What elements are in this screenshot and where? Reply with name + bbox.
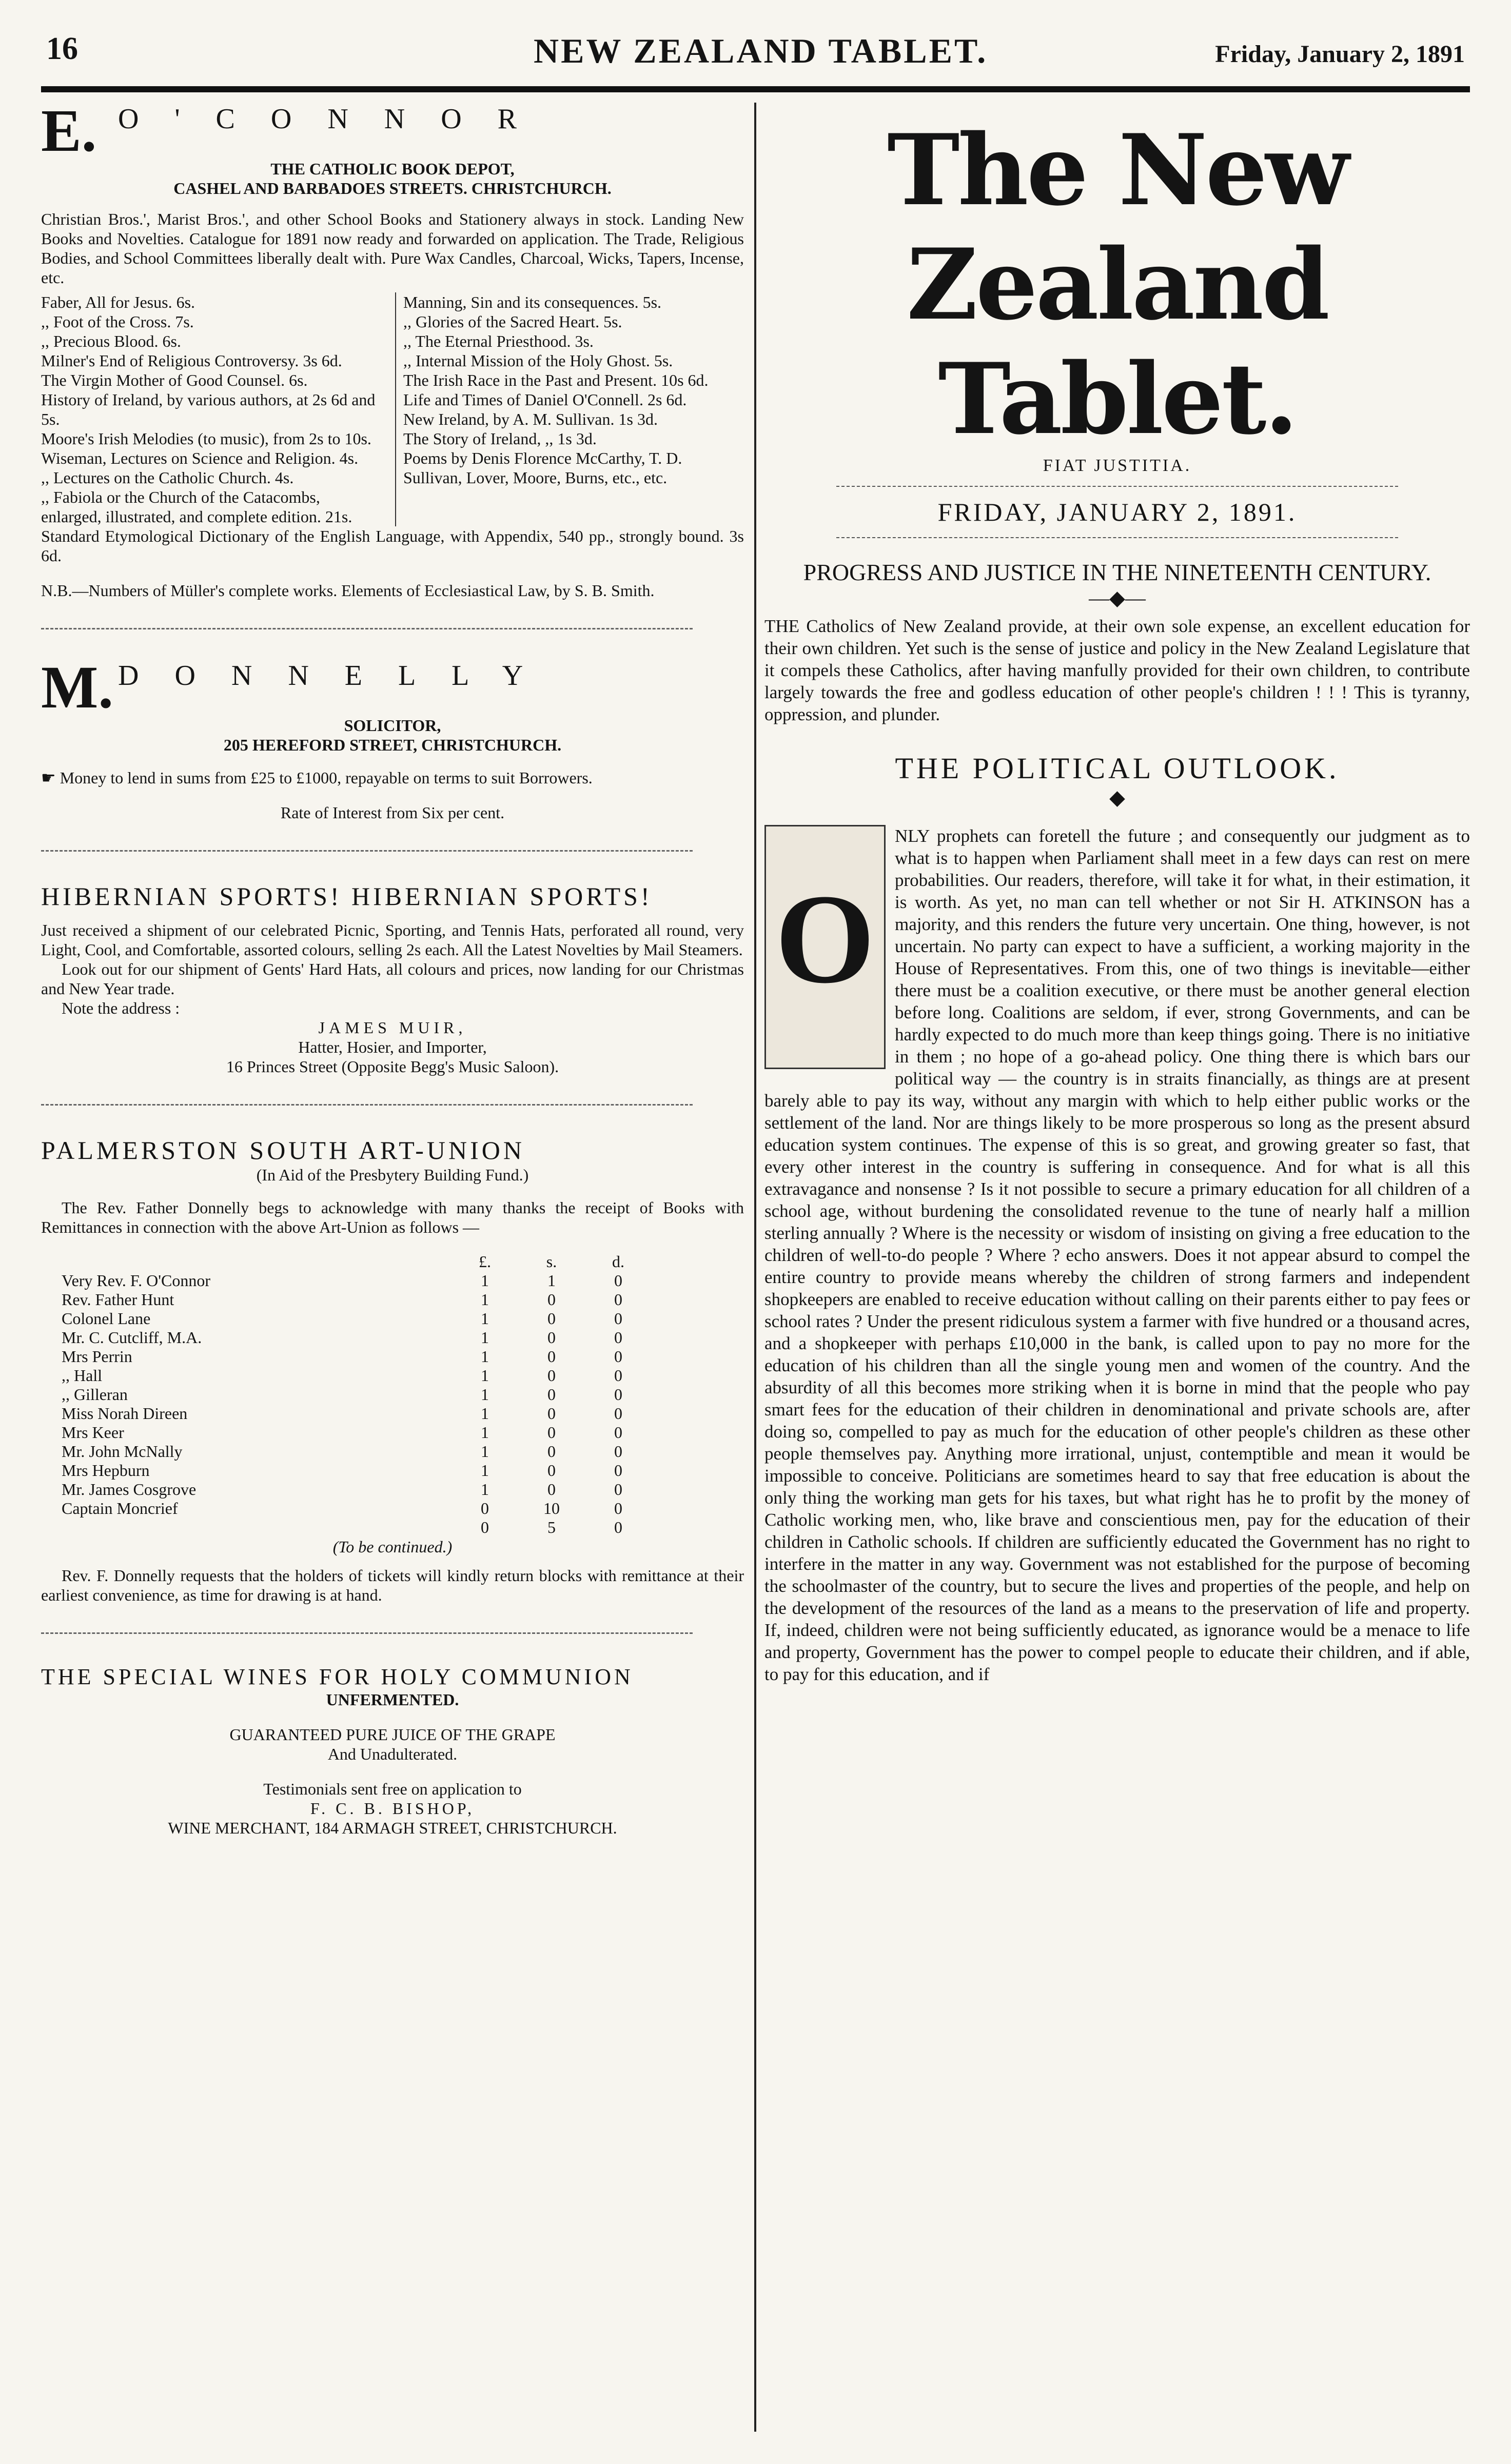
donor-shillings: 0 [547, 1366, 556, 1385]
donor-table-header [62, 1252, 652, 1271]
masthead-motto: FIAT JUSTITIA. [1043, 456, 1192, 475]
oconnor-address: CASHEL AND BARBADOES STREETS. CHRISTCHURCH. [173, 179, 612, 198]
newspaper-title: NEW ZEALAND TABLET. [534, 31, 988, 70]
donor-shillings: 0 [547, 1423, 556, 1442]
donor-pounds: 1 [481, 1442, 489, 1461]
left-column [41, 103, 744, 1838]
donor-pence: 0 [614, 1271, 622, 1290]
donor-row [62, 1328, 652, 1347]
donor-name [62, 1518, 452, 1537]
donor-pounds: 1 [481, 1385, 489, 1404]
palmerston-ad [41, 1135, 744, 1605]
donnelly-ad [41, 659, 744, 822]
donor-rows [62, 1271, 652, 1537]
donnelly-initial: M. [41, 659, 113, 716]
donor-shillings: 0 [547, 1442, 556, 1461]
donor-pence: 0 [614, 1404, 622, 1423]
donor-name: Mr. John McNally [62, 1442, 183, 1461]
donor-table [62, 1252, 652, 1537]
donor-pounds: 1 [481, 1366, 489, 1385]
donor-pounds: 1 [481, 1347, 489, 1366]
donor-row [62, 1461, 652, 1480]
separator [41, 1104, 693, 1108]
donor-shillings: 10 [543, 1499, 560, 1517]
hibernian-text-2: Look out for our shipment of Gents' Hard Hats, all colours and prices, now landing for our Christmas and New Year trade. [41, 960, 744, 998]
book-item: New Ireland, by A. M. Sullivan. 1s 3d. [403, 410, 658, 428]
donor-pence: 0 [614, 1518, 622, 1536]
donor-pounds: 0 [481, 1499, 489, 1517]
donor-shillings: 0 [547, 1480, 556, 1499]
book-item: ,, The Eternal Priesthood. 3s. [403, 332, 594, 350]
donnelly-role: SOLICITOR, [344, 716, 441, 735]
donor-pounds: 1 [481, 1480, 489, 1499]
book-item: Milner's End of Religious Controversy. 3s 6d. [41, 351, 342, 370]
book-item: The Virgin Mother of Good Counsel. 6s. [41, 371, 308, 389]
donor-name: Captain Moncrief [62, 1499, 178, 1517]
donor-name: Mr. C. Cutcliff, M.A. [62, 1328, 202, 1347]
oconnor-ad [41, 103, 744, 600]
book-item: ,, Internal Mission of the Holy Ghost. 5s. [403, 351, 673, 370]
hibernian-heading: HIBERNIAN SPORTS! HIBERNIAN SPORTS! [41, 882, 653, 911]
donor-pence: 0 [614, 1347, 622, 1366]
shillings-head: s. [546, 1252, 557, 1271]
donor-name: ,, Hall [62, 1366, 103, 1385]
ornamental-initial: O [764, 825, 886, 1069]
oconnor-intro: Christian Bros.', Marist Bros.', and other School Books and Stationery always in stock. Landing New Books and Novelties. Catalogue for 1891 now ready and forwarded on application. The Trade, Religious Bodies, and School Committees liberally dealt with. Pure Wax Candles, Charcoal, Wicks, Tapers, Incense, etc. [41, 210, 744, 287]
hibernian-trade: Hatter, Hosier, and Importer, [298, 1038, 487, 1056]
hibernian-text-1: Just received a shipment of our celebrated Picnic, Sporting, and Tennis Hats, perforated all round, very Light, Cool, and Comfortable, assorted colours, selling 2s each. All the Latest Novelties by Mail Steamers. [41, 921, 744, 959]
book-item: Poems by Denis Florence McCarthy, T. D. Sullivan, Lover, Moore, Burns, etc., etc. [403, 449, 682, 487]
outlook-article [764, 825, 1470, 1685]
outlook-heading: THE POLITICAL OUTLOOK. [895, 752, 1340, 785]
donor-pounds: 1 [481, 1404, 489, 1423]
donor-name: Mr. James Cosgrove [62, 1480, 197, 1499]
book-item: ,, Foot of the Cross. 7s. [41, 312, 194, 331]
donor-pence: 0 [614, 1461, 622, 1480]
oconnor-title: THE CATHOLIC BOOK DEPOT, [270, 160, 515, 178]
wines-unadulterated: And Unadulterated. [327, 1745, 458, 1763]
book-item: Moore's Irish Melodies (to music), from 2s to 10s. [41, 429, 371, 448]
palmerston-intro: The Rev. Father Donnelly begs to acknowledge with many thanks the receipt of Books with Remittances in connection with the above Art-Union as follows — [41, 1198, 744, 1236]
page-header [41, 21, 1470, 87]
donor-shillings: 0 [547, 1328, 556, 1347]
palmerston-sub: (In Aid of the Presbytery Building Fund.) [256, 1166, 529, 1184]
palmerston-request: Rev. F. Donnelly requests that the holders of tickets will kindly return blocks with remittance at their earliest convenience, as time for drawing is at hand. [41, 1566, 744, 1604]
donor-name: Mrs Keer [62, 1423, 124, 1442]
issue-date: Friday, January 2, 1891 [1215, 41, 1465, 68]
donor-shillings: 0 [547, 1290, 556, 1309]
wines-ad [41, 1664, 744, 1838]
page-number: 16 [46, 31, 78, 66]
donor-shillings: 5 [547, 1518, 556, 1536]
donor-name: Mrs Perrin [62, 1347, 132, 1366]
pence-head: d. [612, 1252, 624, 1271]
book-item: The Story of Ireland, ,, 1s 3d. [403, 429, 597, 448]
donor-name: Colonel Lane [62, 1309, 151, 1328]
donnelly-rate: Rate of Interest from Six per cent. [280, 803, 505, 822]
book-list-right [395, 292, 744, 526]
donor-pence: 0 [614, 1366, 622, 1385]
donor-pounds: 1 [481, 1328, 489, 1347]
column-rule [754, 103, 756, 2432]
oconnor-name: O'CONNOR [118, 103, 553, 135]
donor-shillings: 0 [547, 1461, 556, 1480]
donor-name: Very Rev. F. O'Connor [62, 1271, 210, 1290]
progress-heading: PROGRESS AND JUSTICE IN THE NINETEENTH CENTURY. [803, 559, 1431, 585]
donor-row [62, 1518, 652, 1537]
book-item: History of Ireland, by various authors, at 2s 6d and 5s. [41, 390, 376, 428]
book-list-left [41, 292, 382, 526]
donor-shillings: 0 [547, 1385, 556, 1404]
donor-row [62, 1423, 652, 1442]
right-column [764, 103, 1470, 1685]
book-item: Faber, All for Jesus. 6s. [41, 293, 195, 311]
masthead-date: FRIDAY, JANUARY 2, 1891. [937, 498, 1297, 526]
donnelly-address: 205 HEREFORD STREET, CHRISTCHURCH. [223, 736, 562, 754]
donor-shillings: 1 [547, 1271, 556, 1290]
separator [41, 1632, 693, 1636]
wines-testimonials: Testimonials sent free on application to [263, 1780, 522, 1798]
hibernian-ad [41, 881, 744, 1076]
to-be-continued: (To be continued.) [332, 1537, 453, 1556]
donor-row [62, 1499, 652, 1518]
wines-guarantee: GUARANTEED PURE JUICE OF THE GRAPE [229, 1725, 556, 1744]
donor-shillings: 0 [547, 1309, 556, 1328]
book-item: Manning, Sin and its consequences. 5s. [403, 293, 662, 311]
hibernian-name: JAMES MUIR, [318, 1018, 467, 1037]
donor-pounds: 1 [481, 1309, 489, 1328]
book-item: ,, Glories of the Sacred Heart. 5s. [403, 312, 622, 331]
book-list [41, 292, 744, 526]
book-item: Life and Times of Daniel O'Connell. 2s 6d. [403, 390, 687, 409]
donor-pounds: 0 [481, 1518, 489, 1536]
donor-pounds: 1 [481, 1271, 489, 1290]
donnelly-name: DONNELLY [118, 660, 559, 692]
donor-pence: 0 [614, 1499, 622, 1517]
oconnor-initial: E. [41, 103, 97, 159]
donnelly-money: ☛ Money to lend in sums from £25 to £1000, repayable on terms to suit Borrowers. [41, 768, 593, 787]
donor-pounds: 1 [481, 1290, 489, 1309]
separator [41, 850, 693, 854]
donor-row [62, 1480, 652, 1499]
separator [41, 628, 693, 632]
wines-address: WINE MERCHANT, 184 ARMAGH STREET, CHRISTCHURCH. [168, 1819, 617, 1837]
masthead-rule [836, 486, 1398, 487]
ornament: —◆— [1089, 586, 1146, 609]
book-item: ,, Lectures on the Catholic Church. 4s. [41, 468, 294, 487]
donor-row [62, 1442, 652, 1461]
donor-row [62, 1309, 652, 1328]
wines-heading: THE SPECIAL WINES FOR HOLY COMMUNION [41, 1664, 634, 1689]
book-item: The Irish Race in the Past and Present. 10s 6d. [403, 371, 709, 389]
donor-pence: 0 [614, 1385, 622, 1404]
hibernian-note: Note the address : [62, 999, 180, 1017]
book-item: ,, Precious Blood. 6s. [41, 332, 181, 350]
donor-name: ,, Gilleran [62, 1385, 128, 1404]
dictionary-line: Standard Etymological Dictionary of the English Language, with Appendix, 540 pp., strongly bound. 3s 6d. [41, 527, 744, 565]
donor-row [62, 1347, 652, 1366]
donor-name: Miss Norah Direen [62, 1404, 188, 1423]
newspaper-page [41, 21, 1470, 2442]
donor-row [62, 1366, 652, 1385]
header-rule [41, 86, 1470, 92]
donor-pounds: 1 [481, 1423, 489, 1442]
donor-pence: 0 [614, 1290, 622, 1309]
donor-name: Mrs Hepburn [62, 1461, 150, 1480]
donor-row [62, 1404, 652, 1423]
progress-text: THE Catholics of New Zealand provide, at their own sole expense, an excellent education for their own children. Yet such is the sense of justice and policy in the New Zealand Legislature that it compels these Catholics, after having manfully provided for their own children, to contribute largely towards the free and godless education of other people's children ! ! ! This is tyranny, oppression, and plunder. [764, 616, 1470, 724]
book-item: ,, Fabiola or the Church of the Catacombs, enlarged, illustrated, and complete edition. 21s. [41, 488, 352, 526]
donor-pence: 0 [614, 1480, 622, 1499]
donor-row [62, 1385, 652, 1404]
book-item: Wiseman, Lectures on Science and Religion. 4s. [41, 449, 359, 467]
donor-pence: 0 [614, 1423, 622, 1442]
donor-row [62, 1290, 652, 1309]
outlook-text: NLY prophets can foretell the future ; and consequently our judgment as to what is to happen when Parliament shall meet in a few days can rest on mere probabilities. Our readers, therefore, will take it for what, in their estimation, it is worth. As yet, no man can tell whether or not Sir H. ATKINSON has a majority, and this renders the future very uncertain. One thing, however, is not uncertain. No party can expect to have a sufficient, a working majority in the House of Representatives. From this, one of two things is inevitable—either there must be a coalition executive, or there must be another general election before long. Coalitions are seldom, if ever, strong Governments, and can be hardly expected to do much more than keep things going. There is no initiative in them ; no hope of a go-ahead policy. One thing there is which bars our political way — the country is in straits financially, as things are at present barely able to pay its way, without any margin with which to help either public works or the settlement of the land. Nor are things likely to be more prosperous so long as the present absurd education system continues. The expense of this is so great, and growing greater so fast, that every other interest in the country is suffering in consequence. And for what is all this extravagance and nonsense ? Is it not possible to secure a primary education for all children of a school age, without burdening the consolidated revenue to the tune of nearly half a million sterling annually ? Where is the necessity or wisdom of insisting on giving a free education to the children of well-to-do people ? Where ? echo answers. Does it not appear absurd to compel the entire country to provide means whereby the children of strong farmers and independent shopkeepers are enabled to receive education without calling on their parents either to pay fees or school rates ? Under the present ridiculous system a farmer with five hundred or a thousand acres, and a shopkeeper with perhaps £10,000 in the bank, is called upon to pay no more for the education of his children than all the single young men and women of the country. And the absurdity of all this becomes more striking when it is borne in mind that the people who pay smart fees for the education of their children in denominational and private schools are, after doing so, compelled to pay as much for the education of other people's children as these other people themselves pay. Anything more irrational, unjust, contemptible and mean it would be impossible to conceive. Politicians are sometimes heard to say that free education is about the only thing the working man gets for his taxes, but what right has he to profit by the money of Catholic working men, who, like brave and conscientious men, pay for the education of their children in Catholic schools. If children are sufficiently educated the Government has no right to interfere in the matter in any way. Government was not established for the purpose of becoming the schoolmaster of the country, but to secure the lives and properties of the people, and help on the development of the resources of the land as a means to the preservation of life and property. If, indeed, children were not being sufficiently educated, as ignorance would be a menace to life and property, Government has the power to compel people to educate their children, and if able, to pay for this education, and if [764, 826, 1470, 1684]
donor-shillings: 0 [547, 1404, 556, 1423]
ornament: ◆ [1109, 786, 1125, 809]
wines-sub: UNFERMENTED. [326, 1690, 459, 1709]
palmerston-heading: PALMERSTON SOUTH ART-UNION [41, 1136, 525, 1165]
masthead-title: The New Zealand Tablet. [887, 113, 1347, 456]
wines-name: F. C. B. BISHOP, [310, 1799, 475, 1818]
donor-shillings: 0 [547, 1347, 556, 1366]
pounds-head: £. [479, 1252, 491, 1271]
hibernian-address: 16 Princes Street (Opposite Begg's Music Saloon). [226, 1057, 559, 1076]
donor-row [62, 1271, 652, 1290]
masthead-rule [836, 537, 1398, 538]
donor-pence: 0 [614, 1309, 622, 1328]
oconnor-nb: N.B.—Numbers of Müller's complete works. Elements of Ecclesiastical Law, by S. B. Smith. [41, 581, 655, 600]
donor-pence: 0 [614, 1328, 622, 1347]
donor-pence: 0 [614, 1442, 622, 1461]
donor-pounds: 1 [481, 1461, 489, 1480]
donor-name: Rev. Father Hunt [62, 1290, 174, 1309]
